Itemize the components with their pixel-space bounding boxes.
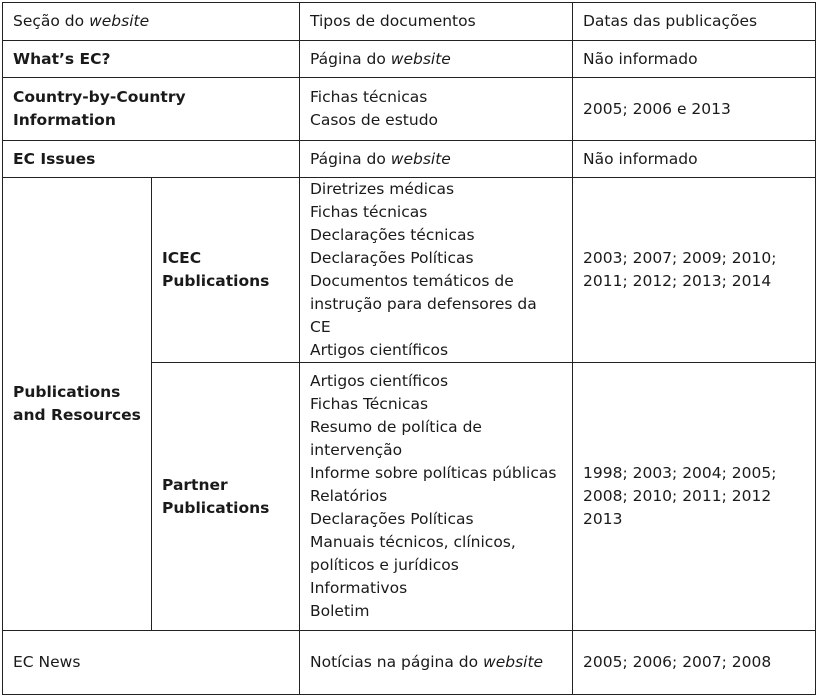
header-row [3,3,816,41]
doc-types-cell: Diretrizes médicas Fichas técnicas Declarações técnicas Declarações Políticas Documentos temáticos de instrução para defensores da CE Artigos científicos [300,178,573,363]
dates-cell: 2005; 2006 e 2013 [573,78,816,141]
doc-types-cell: Página do website [300,141,573,178]
dates-cell: 2005; 2006; 2007; 2008 [573,631,816,695]
doc-types-cell: Artigos científicos Fichas Técnicas Resumo de política de intervenção Informe sobre políticas públicas Relatórios Declarações Políticas Manuais técnicos, clínicos, políticos e jurídicos Informativos Boletim [300,363,573,631]
subsection-partner: Partner Publications [152,363,300,631]
doc-types-cell: Notícias na página do website [300,631,573,695]
doc-types-cell: Fichas técnicas Casos de estudo [300,78,573,141]
table-row [3,41,816,78]
section-publications: Publications and Resources [3,178,152,631]
table-row [3,141,816,178]
table-row [3,631,816,695]
table-row [3,78,816,141]
section-ec-issues: EC Issues [3,141,300,178]
dates-cell: Não informado [573,41,816,78]
publications-table [2,2,816,695]
doc-types-cell: Página do website [300,41,573,78]
subsection-icec: ICEC Publications [152,178,300,363]
section-whats-ec: What’s EC? [3,41,300,78]
section-country: Country-by-Country Information [3,78,300,141]
header-section: Seção do website [3,3,300,41]
table-row [3,178,816,363]
header-dates: Datas das publicações [573,3,816,41]
dates-cell: 1998; 2003; 2004; 2005; 2008; 2010; 2011; 2012 2013 [573,363,816,631]
dates-cell: Não informado [573,141,816,178]
header-doc-types: Tipos de documentos [300,3,573,41]
dates-cell: 2003; 2007; 2009; 2010; 2011; 2012; 2013; 2014 [573,178,816,363]
section-ec-news: EC News [3,631,300,695]
